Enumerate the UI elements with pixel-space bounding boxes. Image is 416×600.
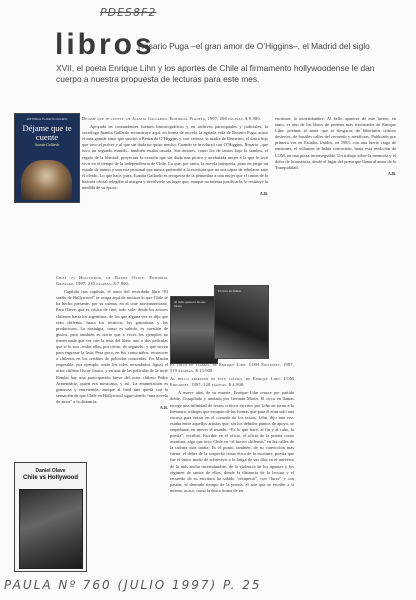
review-heading-a: El circo en llamas, de Enrique Lihn. LOM Ediciones, 1997, 519 páginas, $ 13.900. — [170, 362, 294, 374]
review-enrique-lihn — [170, 362, 294, 494]
book-cover-el-circo-en-llamas — [214, 285, 269, 359]
intro-lead: Rosario Puga –el gran amor de O’Higgins–, el Madrid del siglo — [138, 41, 370, 51]
cover-publisher: EDITORIAL PLANETA CHILENA — [26, 117, 68, 121]
review-initials: A.B. — [159, 404, 168, 410]
cover-title: El circo en llamas — [218, 289, 241, 293]
archive-code-handwritten: PDES8F2 — [100, 6, 157, 19]
review-body: Capítulo tras capítulo, el autor del recordado libro “El sueño de Hollywood” se ocupa aquí de mostrar lo que Chile se ha hecho presente, por su cuenta, en el cine norteamericano. Para Olave, que es crítico de cine, todo vale: desde los actores chilenos hasta los argentinos, de los que alguna vez se dijo que eran chilenos, hasta los técnicos, los guionistas y los productores. La nostalgia, como es sabido, es cuestión de gustos, pero también es cierto que a veces los ejemplos no tienen nada que ver con la tesis del libro: uno o dos películas que sí lo son –todas ellas, por cierto, de segunda– y que sirven para engrosar la lista: Pesa poco, en fin, como niños, reconocer a chilenos en los créditos de películas conocidas. En Misión imposible, por ejemplo, entre los roles secundarios figura el actor chileno Oscar Castro, y en una de las películas de la serie Rambo hay una participación breve del actor chileno Pedro Armendáriz, quien era mexicano, y así. La enumeración es generosa y entretenida, aunque al final uno queda con la sensación de que Chile en Hollywood sigue siendo “una novela de amor” a la distancia. — [56, 289, 168, 404]
book-cover-al-bello-aparecer — [170, 296, 218, 364]
intro-text: XVII, el poeta Enrique Lihn y los aportes de Chile al firmamento hollywoodense le dan cuerpo a nuestra propuesta de lecturas para este mes. — [56, 63, 375, 84]
review-continuation-lihn — [275, 116, 396, 177]
cover-author: Daniel Olave — [35, 468, 66, 474]
review-body: escritura: la incertidumbre. Al bello aparecer de este lucero, en tanto, es uno de los libros de poemas más fracturados de Enrique Lihn: poemas al amor que se desgarra, de laberintos críticos desiertos, de hostiles calles del recuerdo y metáforas. Publicado por primera vez en Estados Unidos, en 1983, con una fuerte carga de tensiones, el volumen se había convertido, hasta esta reedición de LOM, en una pieza inconseguible. Un trabajo sobre la memoria y el dolor de la ausencia, desde el lugar del poeta que llama al amor de la Tranquilidad. — [275, 116, 396, 170]
review-body: A nueve años de su muerte, Enrique Lihn renace por partida doble. Compilado y anotado por Germán Marín, El circo en llamas recoge una infinidad de textos críticos escritos por Lihn en torno a la literatura, trabajos que escapan de las formas que para él eran solo una excusa para entrar en el corazón de los textos. Lihn, dijo una vez, estaba entre aquellos artistas que, sin los debidos puntos de apoyo, se empeñaron en mover el mundo: “Es lo que hace, al fin y al cabo, la poesía”, escribió. Escribir en el oficio, el oficio de la poesía como aventura, algo que tuvo Chile en “el horror chilensis” en las calles de la cultura más tardía. Es el punto, también, de su convicción más fuerte: el deber de la sospecha como ética de la escritura, poesía que fue el único modo de sobrevivir a la fatiga de sus días en el universo de la más ancha incertidumbre, de la violencia de los apuntes y los régimen de tantos de ellos, donde la distancia de la lectura y el recuerdo de su escritura ha sabido “recuperar”, con “furor” y con pasión, el desnudo tiempo de la poesía, el arte que se escribe a sí mismo, acaso, como la única forma de ser. — [170, 390, 294, 493]
book-cover-chile-vs-hollywood — [14, 462, 87, 572]
review-heading: Chile vs Hollywood, de Daniel Olave. Editorial Grijalbo, 1997, 230 páginas, $ 7.900. — [56, 275, 168, 287]
review-body: Apoyada en contundentes fuentes historiográficas y en archivos parroquiales y judiciales, la socióloga Juanita Gallardo reconstruye aquí, en forma de novela, la agitada vida de Rosario Puga, acaso el más grande amor que suscitó a Bernardo O’Higgins y, con certeza, la madre de Demetrio, el único hijo que tuvo el prócer y al que sin duda no quiso mucho. Cuando se involucró con O’Higgins, Rosario –que tuvo un segundo marido– también estaba casada. Sus amores, como los de tantos bajo la sombra, el regalo de la libertad, proyectan la ocasión que sin duda una pícara y arrebatada mujer a la que le tocó vivir en el tiempo de la independencia de Chile. Lo que, por tanto, la novela interpreta, pone en juego un estado de ánimo y una voz personal que nunca pretendió a la escritura que no sea capaz de rebelarse ante el olvido. Lo que hace, pues, Juanita Gallardo es recuperar de la penumbra a una mujer que el canon de la historia oficial relegaba al margen y devolverle un lugar que, aunque no intenta justificarla, le restituye la medida de su época. — [82, 124, 268, 191]
cover-title: Chile vs Hollywood — [22, 475, 78, 481]
review-heading: Déjame que te cuente, de Juanita Gallardo. Editorial Planeta, 1997, 208 páginas, $ 9.900. — [82, 116, 262, 121]
section-title: libros — [55, 28, 155, 61]
book-cover-dejame-que-te-cuente — [14, 113, 80, 203]
review-dejame-que-te-cuente — [82, 116, 268, 197]
review-heading-b: Al bello aparecer de este lucero, de Enrique Lihn. LOM Ediciones, 1997, 120 páginas, $ 4.900. — [170, 376, 294, 388]
source-note-handwritten: PAULA Nº 760 (JULIO 1997) P. 25 — [4, 578, 262, 592]
cover-title: Déjame que te cuente — [22, 123, 72, 142]
cover-photo-image — [19, 489, 83, 569]
cover-author: Juanita Gallardo — [34, 143, 60, 147]
review-initials: A.B. — [259, 191, 268, 197]
cover-title: Al bello aparecer de este lucero — [174, 300, 206, 308]
cover-portrait-image — [21, 160, 72, 200]
review-initials: A.B. — [387, 170, 396, 176]
review-chile-vs-hollywood — [56, 275, 168, 411]
